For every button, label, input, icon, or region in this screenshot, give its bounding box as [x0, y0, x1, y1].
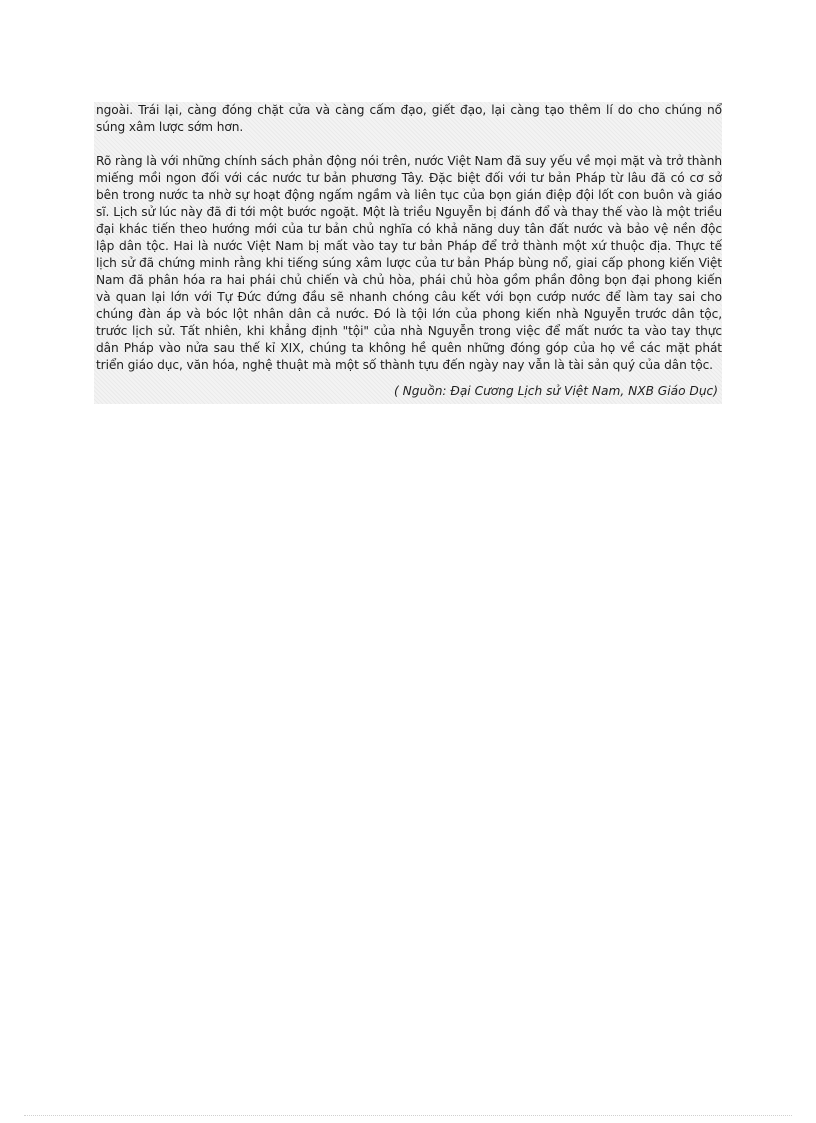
- paragraph-2: Rõ ràng là với những chính sách phản động nói trên, nước Việt Nam đã suy yếu về mọi mặt và trở thành miếng mồi ngon đối với các nước tư bản phương Tây. Đặc biệt đối với tư bản Pháp từ lâu đã có cơ sở bên trong nước ta nhờ sự hoạt động ngấm ngầm và liên tục của bọn gián điệp đội lốt con buôn và giáo sĩ. Lịch sử lúc này đã đi tới một bước ngoặt. Một là triều Nguyễn bị đánh đổ và thay thế vào là một triều đại khác tiến theo hướng mới của tư bản chủ nghĩa có khả năng duy tân đất nước và bảo vệ nền độc lập dân tộc. Hai là nước Việt Nam bị mất vào tay tư bản Pháp để trở thành một xứ thuộc địa. Thực tế lịch sử đã chứng minh rằng khi tiếng súng xâm lược của tư bản Pháp bùng nổ, giai cấp phong kiến Việt Nam đã phân hóa ra hai phái chủ chiến và chủ hòa, phái chủ hòa gồm phần đông bọn đại phong kiến và quan lại lớn với Tự Đức đứng đầu sẽ nhanh chóng câu kết với bọn cướp nước để làm tay sai cho chúng đàn áp và bóc lột nhân dân cả nước. Đó là tội lớn của phong kiến nhà Nguyễn trước dân tộc, trước lịch sử. Tất nhiên, khi khẳng định "tội" của nhà Nguyễn trong việc để mất nước ta vào tay thực dân Pháp vào nửa sau thế kỉ XIX, chúng ta không hề quên những đóng góp của họ về các mặt phát triển giáo dục, văn hóa, nghệ thuật mà một số thành tựu đến ngày nay vẫn là tài sản quý của dân tộc.: [96, 154, 722, 372]
- paragraph-1: ngoài. Trái lại, càng đóng chặt cửa và càng cấm đạo, giết đạo, lại càng tạo thêm lí do cho chúng nổ súng xâm lược sớm hơn.: [96, 103, 722, 134]
- page-bottom-divider: [24, 1115, 792, 1116]
- document-text-block: [94, 102, 722, 404]
- paragraph-spacer: [96, 136, 722, 153]
- source-citation: ( Nguồn: Đại Cương Lịch sử Việt Nam, NXB Giáo Dục): [394, 384, 718, 398]
